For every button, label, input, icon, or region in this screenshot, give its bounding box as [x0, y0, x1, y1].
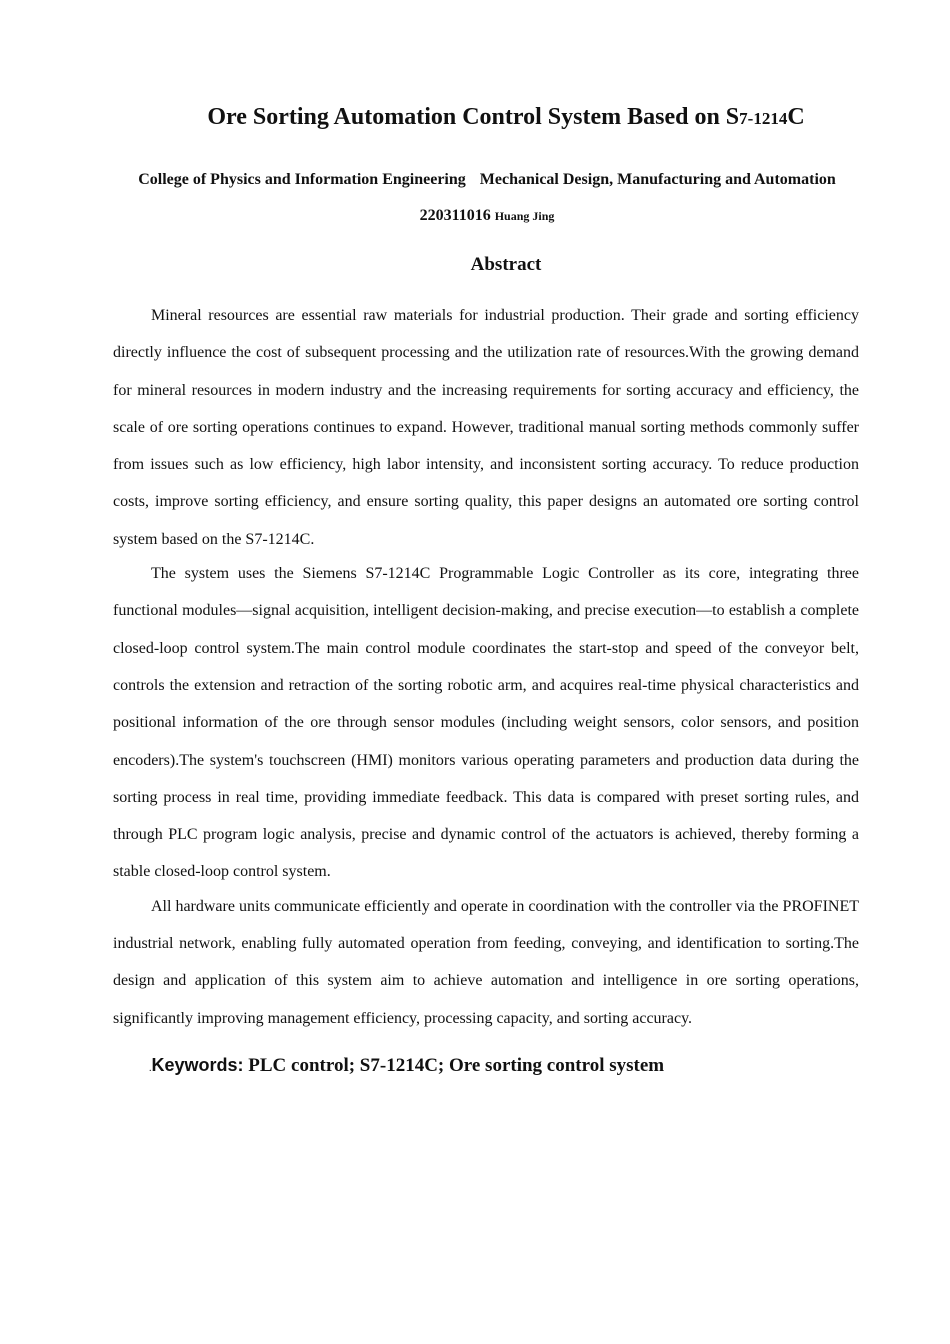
- affiliation-line: [0, 169, 950, 191]
- college-name: College of Physics and Information Engineering: [138, 171, 466, 188]
- keywords-prefix: .: [149, 1063, 152, 1074]
- author-name: Huang Jing: [494, 209, 555, 223]
- abstract-body: [113, 297, 859, 1034]
- keywords-line: [149, 1051, 664, 1083]
- keywords-label: Keywords:: [151, 1055, 244, 1075]
- keywords-text: PLC control; S7-1214C; Ore sorting control system: [248, 1055, 665, 1076]
- paper-title: [0, 101, 950, 135]
- student-id: 220311016: [419, 207, 491, 224]
- abstract-paragraph: The system uses the Siemens S7-1214C Programmable Logic Controller as its core, integrating three functional modules—signal acquisition, intelligent decision-making, and precise execution—to establish a complete closed-loop control system.The main control module coordinates the start-stop and speed of the conveyor belt, controls the extension and retraction of the sorting robotic arm, and acquires real-time physical characteristics and positional information of the ore through sensor modules (including weight sensors, color sensors, and position encoders).The system's touchscreen (HMI) monitors various operating parameters and production data during the sorting process in real time, providing immediate feedback. This data is compared with preset sorting rules, and through PLC program logic analysis, precise and dynamic control of the actuators is achieved, thereby forming a stable closed-loop control system.: [113, 565, 859, 881]
- paper-title-tail: C: [787, 104, 805, 130]
- major-name: Mechanical Design, Manufacturing and Automation: [479, 171, 836, 188]
- abstract-paragraph: Mineral resources are essential raw materials for industrial production. Their grade and sorting efficiency directly influence the cost of subsequent processing and the utilization rate of resources.With the growing demand for mineral resources in modern industry and the increasing requirements for sorting accuracy and efficiency, the scale of ore sorting operations continues to expand. However, traditional manual sorting methods commonly suffer from issues such as low efficiency, high labor intensity, and inconsistent sorting accuracy. To reduce production costs, improve sorting efficiency, and ensure sorting quality, this paper designs an automated ore sorting control system based on the S7-1214C.: [113, 307, 859, 548]
- author-line: [0, 207, 950, 225]
- abstract-heading: Abstract: [470, 254, 542, 275]
- paper-title-model-number: 7-1214: [739, 109, 788, 128]
- paper-title-main: Ore Sorting Automation Control System Based on S: [207, 104, 740, 130]
- abstract-paragraph: All hardware units communicate efficiently and operate in coordination with the controller via the PROFINET industrial network, enabling fully automated operation from feeding, conveying, and identification to sorting.The design and application of this system aim to achieve automation and intelligence in ore sorting operations, significantly improving management efficiency, processing capacity, and sorting accuracy.: [113, 897, 859, 1027]
